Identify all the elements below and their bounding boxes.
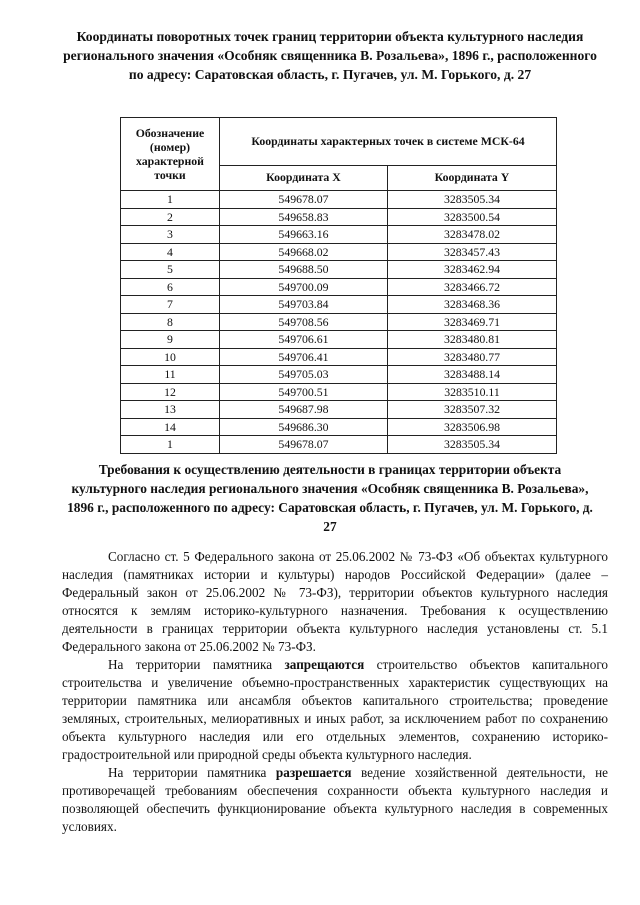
cell-coordinate-x: 549658.83	[220, 208, 388, 226]
coordinates-table-body	[121, 191, 557, 454]
cell-point-number: 4	[121, 243, 220, 261]
cell-coordinate-y: 3283457.43	[388, 243, 557, 261]
paragraph-prohibited-intro: На территории памятника	[108, 657, 285, 672]
cell-coordinate-y: 3283478.02	[388, 226, 557, 244]
cell-coordinate-y: 3283510.11	[388, 383, 557, 401]
table-row	[121, 401, 557, 419]
cell-point-number: 14	[121, 418, 220, 436]
cell-point-number: 11	[121, 366, 220, 384]
paragraph-allowed-body: ведение хозяйственной деятельности, не противоречащей требованиям обеспечения сохранности объекта культурного наследия и позволяющей обеспечить функционирование объекта культурного наследия в современных условиях.	[62, 765, 609, 834]
cell-coordinate-x: 549705.03	[220, 366, 388, 384]
cell-point-number: 8	[121, 313, 220, 331]
cell-point-number: 3	[121, 226, 220, 244]
cell-point-number: 10	[121, 348, 220, 366]
cell-coordinate-y: 3283480.81	[388, 331, 557, 349]
cell-point-number: 9	[121, 331, 220, 349]
table-row	[121, 313, 557, 331]
header-coordinates-system: Координаты характерных точек в системе МСК-64	[220, 118, 557, 166]
allowed-keyword: разрешается	[275, 765, 352, 780]
table-row	[121, 208, 557, 226]
cell-coordinate-x: 549708.56	[220, 313, 388, 331]
table-row	[121, 191, 557, 209]
table-row	[121, 383, 557, 401]
cell-coordinate-x: 549703.84	[220, 296, 388, 314]
requirements-title: Требования к осуществлению деятельности в границах территории объекта культурного наследия регионального значения «Особняк священника В. Розальева», 1896 г., расположенного по адресу: Саратовская область, г. Пугачев, ул. М. Горького, д. 27	[67, 462, 593, 534]
cell-point-number: 1	[121, 191, 220, 209]
cell-point-number: 1	[121, 436, 220, 454]
prohibited-keyword: запрещаются	[284, 657, 365, 672]
table-row	[121, 243, 557, 261]
cell-point-number: 5	[121, 261, 220, 279]
cell-coordinate-x: 549688.50	[220, 261, 388, 279]
cell-coordinate-y: 3283505.34	[388, 436, 557, 454]
cell-point-number: 13	[121, 401, 220, 419]
cell-point-number: 6	[121, 278, 220, 296]
paragraph-allowed-intro: На территории памятника	[108, 765, 276, 780]
table-row	[121, 348, 557, 366]
cell-coordinate-x: 549700.51	[220, 383, 388, 401]
coordinates-table	[120, 117, 557, 454]
cell-coordinate-y: 3283462.94	[388, 261, 557, 279]
cell-coordinate-x: 549678.07	[220, 436, 388, 454]
table-row	[121, 331, 557, 349]
cell-coordinate-x: 549663.16	[220, 226, 388, 244]
cell-coordinate-x: 549700.09	[220, 278, 388, 296]
cell-coordinate-x: 549678.07	[220, 191, 388, 209]
cell-point-number: 2	[121, 208, 220, 226]
table-row	[121, 278, 557, 296]
header-point-number: Обозначение (номер) характерной точки	[121, 118, 220, 191]
table-row	[121, 261, 557, 279]
cell-coordinate-x: 549668.02	[220, 243, 388, 261]
cell-coordinate-y: 3283506.98	[388, 418, 557, 436]
table-row	[121, 418, 557, 436]
cell-coordinate-x: 549687.98	[220, 401, 388, 419]
paragraph-legal-basis: Согласно ст. 5 Федерального закона от 25.06.2002 № 73-ФЗ «Об объектах культурного наследия (памятниках истории и культуры) народов Российской Федерации» (далее – Федеральный закон от 25.06.2002 № 73-ФЗ), территории объектов культурного наследия относятся к землям историко-культурного назначения. Требования к осуществлению деятельности в границах территории объекта культурного наследия установлены ст. 5.1 Федерального закона от 25.06.2002 № 73-ФЗ.	[62, 549, 608, 654]
paragraph-prohibited	[62, 656, 608, 764]
cell-coordinate-y: 3283500.54	[388, 208, 557, 226]
cell-coordinate-y: 3283466.72	[388, 278, 557, 296]
cell-coordinate-x: 549686.30	[220, 418, 388, 436]
cell-coordinate-y: 3283468.36	[388, 296, 557, 314]
cell-coordinate-y: 3283505.34	[388, 191, 557, 209]
cell-point-number: 12	[121, 383, 220, 401]
coordinates-title: Координаты поворотных точек границ территории объекта культурного наследия регионального значения «Особняк священника В. Розальева», 1896 г., расположенного по адресу: Саратовская область, г. Пугачев, ул. М. Горького, д. 27	[63, 29, 597, 82]
cell-coordinate-y: 3283488.14	[388, 366, 557, 384]
cell-coordinate-x: 549706.41	[220, 348, 388, 366]
coordinates-table-wrapper	[120, 117, 557, 454]
paragraph-prohibited-body: строительство объектов капитального строительства и увеличение объемно-пространственных характеристик существующих на территории памятника или ансамбля объектов капитального строительства; проведение земляных, строительных, мелиоративных и иных работ, за исключением работ по сохранению объекта культурного наследия или его отдельных элементов, сохранению историко-градостроительной или природной среды объекта культурного наследия.	[62, 657, 608, 762]
cell-coordinate-y: 3283480.77	[388, 348, 557, 366]
table-row	[121, 366, 557, 384]
header-coordinate-y: Координата Y	[388, 165, 557, 190]
cell-coordinate-x: 549706.61	[220, 331, 388, 349]
table-row	[121, 226, 557, 244]
table-row	[121, 296, 557, 314]
table-row	[121, 436, 557, 454]
header-coordinate-x: Координата X	[220, 165, 388, 190]
cell-coordinate-y: 3283469.71	[388, 313, 557, 331]
cell-point-number: 7	[121, 296, 220, 314]
cell-coordinate-y: 3283507.32	[388, 401, 557, 419]
paragraph-allowed	[62, 764, 608, 836]
requirements-text	[62, 548, 608, 836]
